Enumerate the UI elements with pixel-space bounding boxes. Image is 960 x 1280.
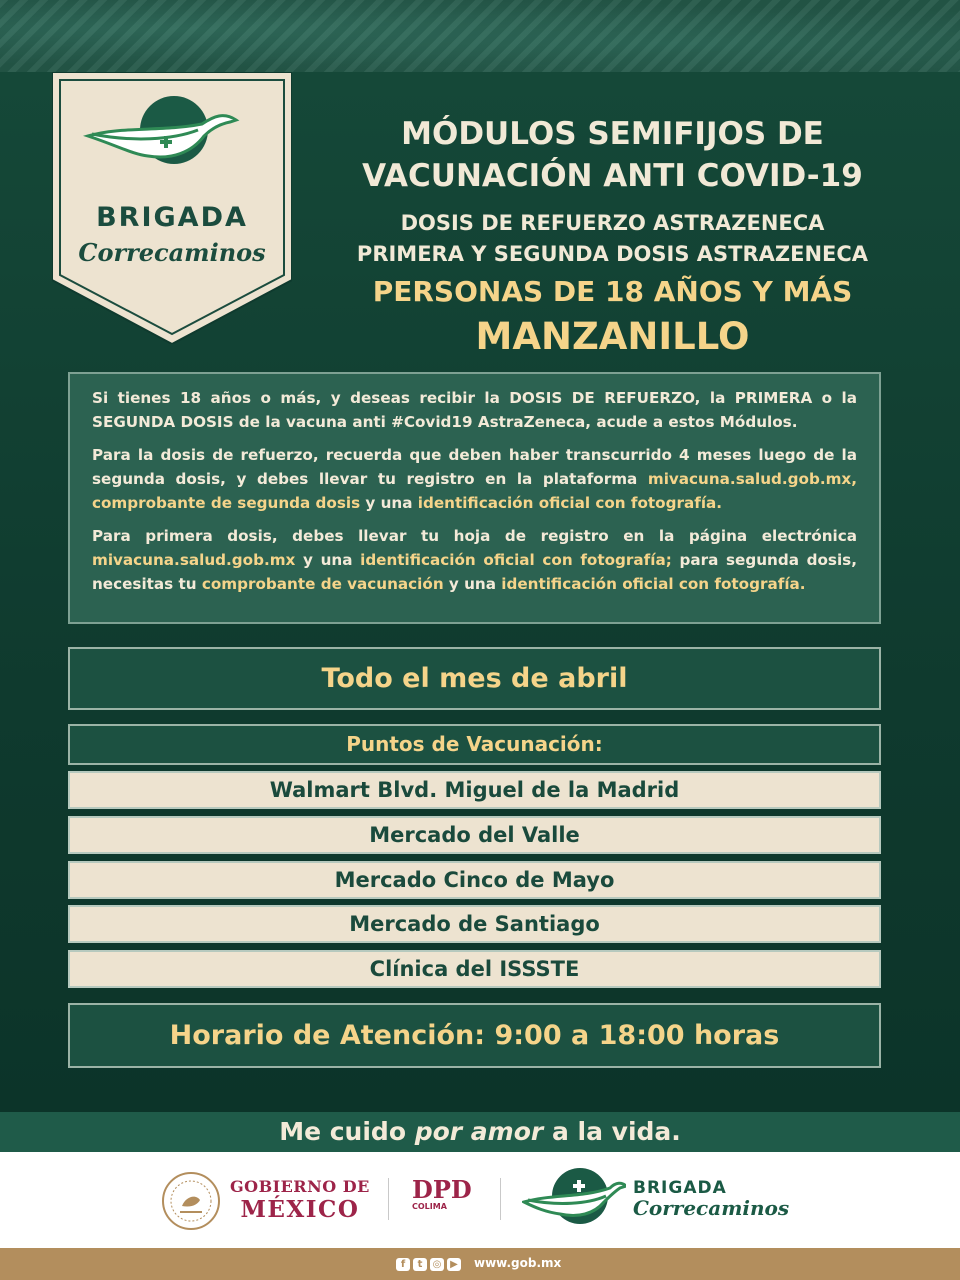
month-banner: Todo el mes de abril bbox=[68, 647, 881, 710]
main-title bbox=[310, 113, 915, 197]
p3-comprobante-highlight: comprobante de vacunación bbox=[201, 575, 444, 593]
footer-correcaminos-text: Correcaminos bbox=[633, 1196, 790, 1220]
decorative-pattern-band bbox=[0, 0, 960, 72]
motto-banner bbox=[0, 1112, 960, 1152]
gobierno-line: GOBIERNO DE bbox=[230, 1177, 370, 1196]
p3-text-d: y una bbox=[443, 575, 502, 593]
mexico-seal-icon bbox=[160, 1170, 222, 1232]
motto-part-2: por amor bbox=[414, 1117, 544, 1146]
brigada-shield-logo bbox=[52, 72, 292, 344]
audience-heading: PERSONAS DE 18 AÑOS Y MÁS bbox=[372, 275, 853, 308]
dose-subtitle bbox=[310, 208, 915, 270]
instagram-icon[interactable]: ◎ bbox=[430, 1258, 444, 1271]
mivacuna-link[interactable]: mivacuna.salud.gob.mx, bbox=[647, 470, 857, 488]
dose-line-2: PRIMERA Y SEGUNDA DOSIS ASTRAZENECA bbox=[356, 242, 869, 266]
dpd-state-text: COLIMA bbox=[412, 1202, 447, 1211]
shield-brigada-text: BRIGADA bbox=[96, 202, 248, 233]
location-item: Mercado del Valle bbox=[68, 816, 881, 854]
title-line-2: VACUNACIÓN ANTI COVID-19 bbox=[362, 158, 863, 194]
footer-brigada-text: BRIGADA bbox=[633, 1178, 727, 1198]
p3-text-c: para segunda dosis, necesitas tu bbox=[92, 551, 857, 593]
dose-line-1: DOSIS DE REFUERZO ASTRAZENECA bbox=[400, 211, 825, 235]
p2-text-c: y una bbox=[360, 494, 418, 512]
info-paragraph-3 bbox=[92, 524, 857, 596]
footer-divider bbox=[500, 1178, 501, 1220]
location-item: Mercado Cinco de Mayo bbox=[68, 861, 881, 899]
shield-correcaminos-text: Correcaminos bbox=[78, 238, 266, 267]
twitter-icon[interactable]: t bbox=[413, 1258, 427, 1271]
p3-text-a: Para primera dosis, debes llevar tu hoja de registro en la página electrónica bbox=[92, 527, 857, 545]
mivacuna-link-2[interactable]: mivacuna.salud.gob.mx bbox=[92, 551, 296, 569]
gobierno-de-mexico-logo bbox=[230, 1178, 370, 1224]
location-item: Mercado de Santiago bbox=[68, 905, 881, 943]
p2-text-a: Para la dosis de refuerzo, recuerda que deben haber transcurrido 4 meses luego de la segunda dosis, y debes llevar tu registro en la plataforma bbox=[92, 446, 857, 488]
correcaminos-bird-icon bbox=[522, 1166, 626, 1230]
p3-id-highlight: identificación oficial con fotografía; bbox=[360, 551, 672, 569]
hours-banner: Horario de Atención: 9:00 a 18:00 horas bbox=[68, 1003, 881, 1068]
p2-comprobante-highlight: comprobante de segunda dosis bbox=[92, 494, 361, 512]
info-box bbox=[68, 372, 881, 624]
p2-id-highlight: identificación oficial con fotografía. bbox=[417, 494, 723, 512]
location-item: Clínica del ISSSTE bbox=[68, 950, 881, 988]
city-heading: MANZANILLO bbox=[475, 315, 750, 358]
p3-text-b: y una bbox=[295, 551, 361, 569]
info-paragraph-1: Si tienes 18 años o más, y deseas recibir la DOSIS DE REFUERZO, la PRIMERA o la SEGUNDA DOSIS de la vacuna anti #Covid19 AstraZeneca, acude a estos Módulos. bbox=[92, 389, 857, 431]
footer-divider bbox=[388, 1178, 389, 1220]
points-heading: Puntos de Vacunación: bbox=[68, 724, 881, 765]
gobmx-link[interactable]: www.gob.mx bbox=[474, 1256, 562, 1270]
motto-part-3: a la vida. bbox=[543, 1117, 681, 1146]
mexico-line: MÉXICO bbox=[240, 1196, 360, 1223]
footer-logos bbox=[0, 1152, 960, 1248]
motto-part-1: Me cuido bbox=[279, 1117, 415, 1146]
dpd-text: DPD bbox=[412, 1175, 472, 1204]
facebook-icon[interactable]: f bbox=[396, 1258, 410, 1271]
location-item: Walmart Blvd. Miguel de la Madrid bbox=[68, 771, 881, 809]
info-paragraph-2 bbox=[92, 443, 857, 515]
social-icons bbox=[396, 1258, 461, 1271]
youtube-icon[interactable]: ▶ bbox=[447, 1258, 461, 1271]
dpd-colima-logo bbox=[412, 1175, 472, 1211]
p3-id2-highlight: identificación oficial con fotografía. bbox=[501, 575, 806, 593]
title-line-1: MÓDULOS SEMIFIJOS DE bbox=[401, 116, 824, 152]
